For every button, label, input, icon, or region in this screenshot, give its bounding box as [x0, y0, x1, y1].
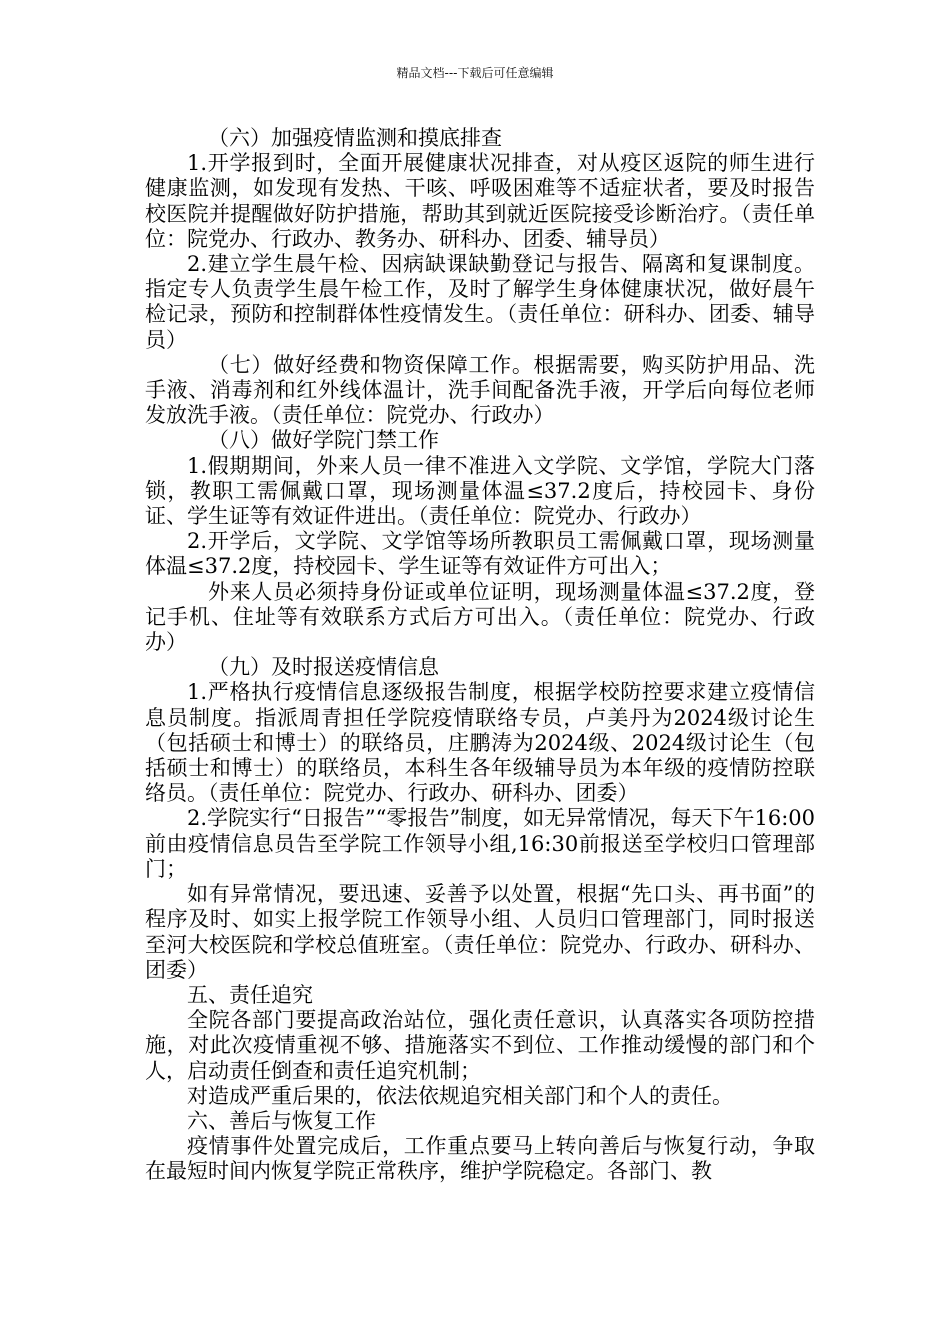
- paragraph: 2.建立学生晨午检、因病缺课缺勤登记与报告、隔离和复课制度。指定专人负责学生晨午检工作，及时了解学生身体健康状况，做好晨午检记录，预防和控制群体性疫情发生。（责任单位：研科办、团委、辅导员）: [145, 252, 815, 352]
- paragraph: 全院各部门要提高政治站位，强化责任意识，认真落实各项防控措施，对此次疫情重视不够、措施落实不到位、工作推动缓慢的部门和个人，启动责任倒查和责任追究机制；: [145, 1008, 815, 1083]
- paragraph: 如有异常情况，要迅速、妥善予以处置，根据“先口头、再书面”的程序及时、如实上报学院工作领导小组、人员归口管理部门，同时报送至河大校医院和学校总值班室。（责任单位：院党办、行政办、研科办、团委）: [145, 882, 815, 982]
- paragraph: 2.开学后，文学院、文学馆等场所教职员工需佩戴口罩，现场测量体温≤37.2度，持校园卡、学生证等有效证件方可出入；: [145, 529, 815, 579]
- paragraph: 疫情事件处置完成后，工作重点要马上转向善后与恢复行动，争取在最短时间内恢复学院正常秩序，维护学院稳定。各部门、教: [145, 1134, 815, 1184]
- paragraph: 1.严格执行疫情信息逐级报告制度，根据学校防控要求建立疫情信息员制度。指派周青担任学院疫情联络专员，卢美丹为2024级讨论生（包括硕士和博士）的联络员，庄鹏涛为2024级、2024级讨论生（包括硕士和博士）的联络员，本科生各年级辅导员为本年级的疫情防控联络员。（责任单位：院党办、行政办、研科办、团委）: [145, 680, 815, 806]
- page-header: 精品文档---下载后可任意编辑: [396, 66, 554, 80]
- section-heading-5: 五、责任追究: [187, 982, 313, 1007]
- paragraph: 1.假期期间，外来人员一律不准进入文学院、文学馆，学院大门落锁，教职工需佩戴口罩，现场测量体温≤37.2度后，持校园卡、身份证、学生证等有效证件进出。（责任单位：院党办、行政办）: [145, 453, 815, 529]
- section-heading-6b: 六、善后与恢复工作: [187, 1108, 376, 1133]
- paragraph: 1.开学报到时，全面开展健康状况排查，对从疫区返院的师生进行健康监测，如发现有发热、干咳、呼吸困难等不适症状者，要及时报告校医院并提醒做好防护措施，帮助其到就近医院接受诊断治疗。（责任单位：院党办、行政办、教务办、研科办、团委、辅导员）: [145, 151, 815, 251]
- paragraph: 2.学院实行“日报告”“零报告”制度，如无异常情况，每天下午16:00前由疫情信息员告至学院工作领导小组,16:30前报送至学校归口管理部门；: [145, 806, 815, 881]
- section-heading-7: （七）做好经费和物资保障工作。根据需要，购买防护用品、洗手液、消毒剂和红外线体温计，洗手间配备洗手液，开学后向每位老师发放洗手液。（责任单位：院党办、行政办）: [145, 352, 815, 428]
- paragraph: 外来人员必须持身份证或单位证明，现场测量体温≤37.2度，登记手机、住址等有效联系方式后方可出入。（责任单位：院党办、行政办）: [145, 579, 815, 655]
- section-heading-6: （六）加强疫情监测和摸底排查: [208, 126, 502, 150]
- document-body: [145, 126, 815, 1185]
- section-heading-8: （八）做好学院门禁工作: [208, 428, 439, 453]
- paragraph: 对造成严重后果的，依法依规追究相关部门和个人的责任。: [187, 1083, 733, 1108]
- section-heading-9: （九）及时报送疫情信息: [208, 655, 439, 680]
